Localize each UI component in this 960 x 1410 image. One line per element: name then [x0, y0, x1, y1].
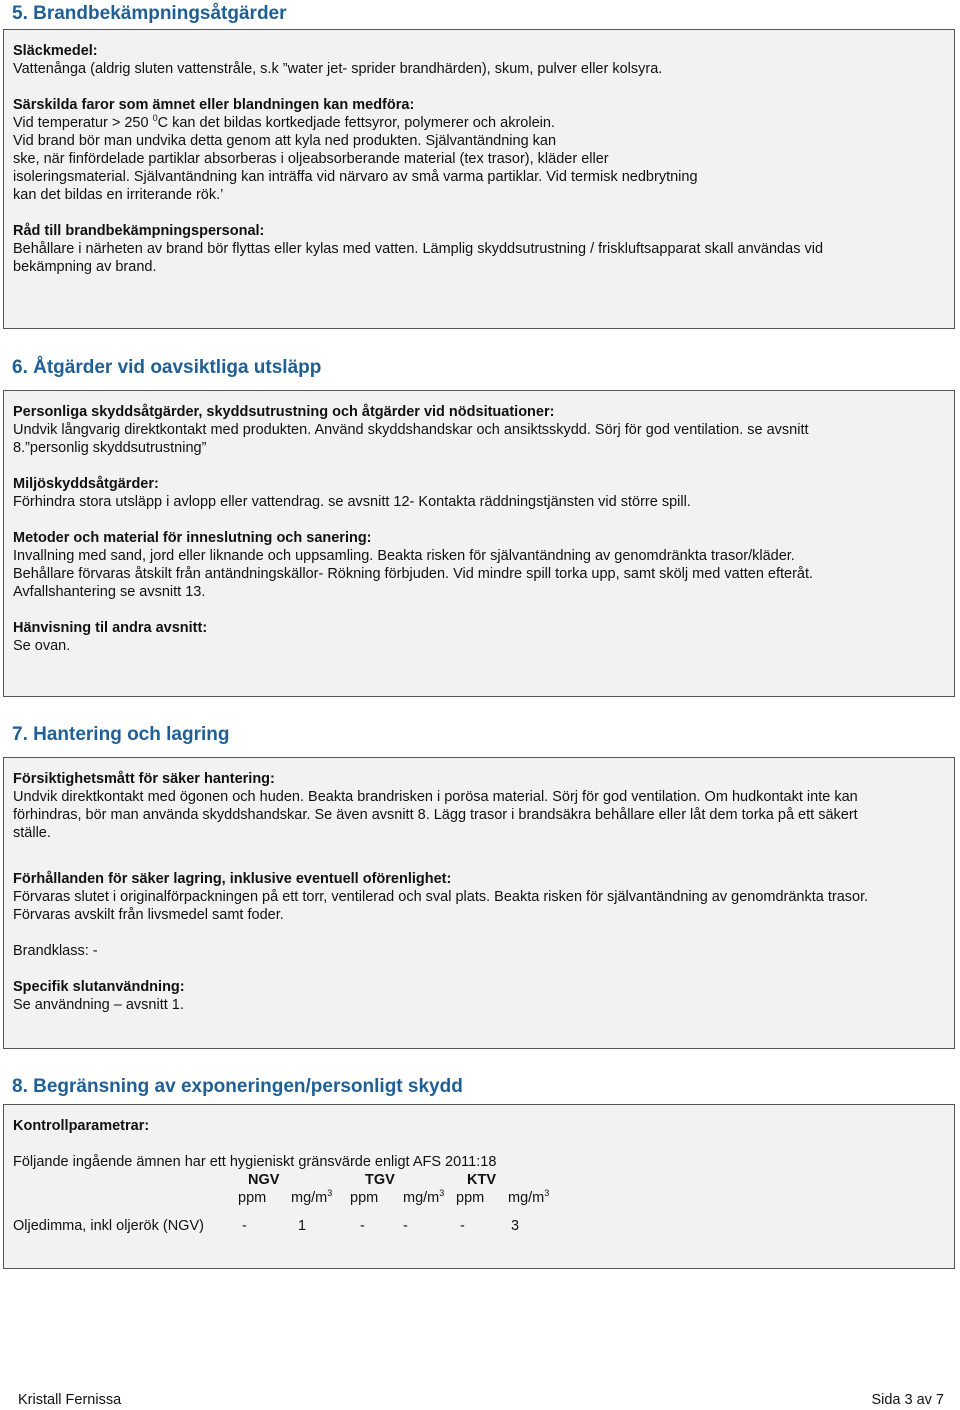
containment-methods-line-3: Avfallshantering se avsnitt 13. — [13, 584, 206, 600]
value-ngv-ppm: - — [242, 1218, 247, 1234]
unit-ppm-ktv: ppm — [456, 1190, 485, 1206]
value-tgv-ppm: - — [360, 1218, 365, 1234]
personal-precautions-label: Personliga skyddsåtgärder, skyddsutrustning och åtgärder vid nödsituationer: — [13, 404, 555, 420]
other-sections-text: Se ovan. — [13, 638, 71, 654]
firefighter-advice-line-1: Behållare i närheten av brand bör flyttas eller kylas med vatten. Lämplig skyddsutrustning / friskluftsapparat skall användas vid — [13, 241, 824, 257]
special-hazards-line-1: Vid temperatur > 250 $^0$C kan det bildas kortkedjade fettsyror, polymerer och akrolein. — [13, 113, 555, 131]
substance-name: Oljedimma, inkl oljerök (NGV) — [13, 1218, 204, 1234]
specific-end-use-text: Se användning – avsnitt 1. — [13, 997, 184, 1013]
section-5-title: 5. Brandbekämpningsåtgärder — [12, 3, 287, 24]
limit-values-intro: Följande ingående ämnen har ett hygieniskt gränsvärde enligt AFS 2011:18 — [13, 1154, 497, 1170]
unit-ppm-tgv: ppm — [350, 1190, 379, 1206]
limit-table-row — [13, 1217, 945, 1235]
special-hazards-line-2: Vid brand bör man undvika detta genom att kyla ned produkten. Självantändning kan — [13, 133, 557, 149]
firefighter-advice-label: Råd till brandbekämpningspersonal: — [13, 223, 265, 239]
safe-handling-line-3: ställe. — [13, 825, 51, 841]
section-6-title: 6. Åtgärder vid oavsiktliga utsläpp — [12, 357, 322, 378]
containment-methods-label: Metoder och material för inneslutning och sanering: — [13, 530, 372, 546]
safe-storage-label: Förhållanden för säker lagring, inklusive eventuell oförenlighet: — [13, 871, 452, 887]
safe-storage-line-1: Förvaras slutet i originalförpackningen på ett torr, ventilerad och sval plats. Beakta risken för självantändning av genomdränkta trasor. — [13, 889, 869, 905]
containment-methods-line-1: Invallning med sand, jord eller liknande och uppsamling. Beakta risken för självantändning av genomdränkta trasor/kläder. — [13, 548, 795, 564]
section-6-box — [3, 390, 955, 697]
section-7-title: 7. Hantering och lagring — [12, 724, 230, 745]
safe-handling-line-1: Undvik direktkontakt med ögonen och huden. Beakta brandrisken i porösa material. Sörj för god ventilation. Om hudkontakt inte kan — [13, 789, 858, 805]
extinguishing-media-label: Släckmedel: — [13, 43, 98, 59]
fire-class-text: Brandklass: - — [13, 943, 98, 959]
footer-page-number: Sida 3 av 7 — [871, 1392, 944, 1408]
special-hazards-line-4: isoleringsmaterial. Självantändning kan inträffa vid närvaro av små varma partiklar. Vid termisk nedbrytning — [13, 169, 698, 185]
value-tgv-mg: - — [403, 1218, 408, 1234]
personal-precautions-line-1: Undvik långvarig direktkontakt med produkten. Använd skyddshandskar och ansiktsskydd. Sörj för god ventilation. se avsnitt — [13, 422, 809, 438]
group-ktv: KTV — [467, 1172, 496, 1188]
specific-end-use-label: Specifik slutanvändning: — [13, 979, 185, 995]
other-sections-label: Hänvisning til andra avsnitt: — [13, 620, 208, 636]
value-ktv-mg: 3 — [511, 1218, 520, 1234]
section-7-box — [3, 757, 955, 1049]
group-tgv: TGV — [365, 1172, 395, 1188]
containment-methods-line-2: Behållare förvaras åtskilt från antändningskällor- Rökning förbjuden. Vid mindre spill torka upp, samt skölj med vatten efteråt. — [13, 566, 814, 582]
firefighter-advice-line-2: bekämpning av brand. — [13, 259, 157, 275]
extinguishing-media-text: Vattenånga (aldrig sluten vattenstråle, s.k ”water jet- sprider brandhärden), skum, pulver eller kolsyra. — [13, 61, 663, 77]
environmental-precautions-label: Miljöskyddsåtgärder: — [13, 476, 159, 492]
section-8-box — [3, 1104, 955, 1269]
group-ngv: NGV — [248, 1172, 280, 1188]
safe-storage-line-2: Förvaras avskilt från livsmedel samt foder. — [13, 907, 284, 923]
unit-ppm-ngv: ppm — [238, 1190, 267, 1206]
control-parameters-label: Kontrollparametrar: — [13, 1118, 150, 1134]
section-8-title: 8. Begränsning av exponeringen/personligt skydd — [12, 1076, 463, 1097]
safe-handling-line-2: förhindras, bör man använda skyddshandskar. Se även avsnitt 8. Lägg trasor i brandsäkra behållare eller låt dem torka på ett säkert — [13, 807, 858, 823]
limit-table-unit-header — [13, 1189, 945, 1207]
unit-mg-tgv: $mg/m^3$ — [403, 1188, 445, 1206]
special-hazards-label: Särskilda faror som ämnet eller blandningen kan medföra: — [13, 97, 415, 113]
section-5-box — [3, 29, 955, 329]
special-hazards-line-3: ske, när finfördelade partiklar absorberas i oljeabsorberande material (tex trasor), kläder eller — [13, 151, 609, 167]
footer-product-name: Kristall Fernissa — [18, 1392, 122, 1408]
value-ktv-ppm: - — [460, 1218, 465, 1234]
unit-mg-ktv: $mg/m^3$ — [508, 1188, 550, 1206]
value-ngv-mg: 1 — [298, 1218, 307, 1234]
special-hazards-line-5: kan det bildas en irriterande rök.’ — [13, 187, 224, 203]
safe-handling-label: Försiktighetsmått för säker hantering: — [13, 771, 275, 787]
unit-mg-ngv: $mg/m^3$ — [291, 1188, 333, 1206]
personal-precautions-line-2: 8.”personlig skyddsutrustning” — [13, 440, 207, 456]
limit-table-group-header — [13, 1171, 945, 1189]
environmental-precautions-text: Förhindra stora utsläpp i avlopp eller vattendrag. se avsnitt 12- Kontakta räddningstjänsten vid större spill. — [13, 494, 691, 510]
